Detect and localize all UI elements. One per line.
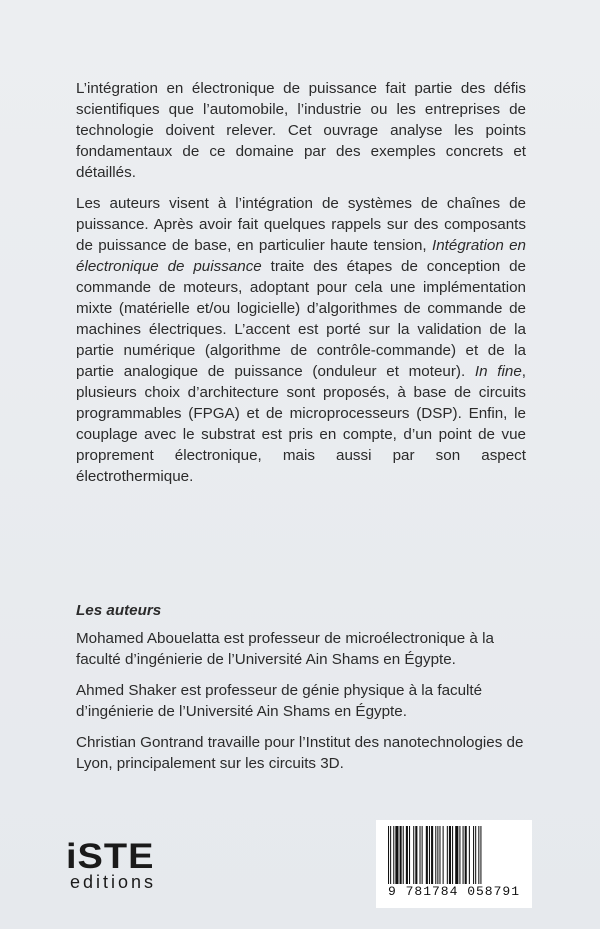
barcode-bar	[463, 826, 464, 884]
isbn-barcode	[376, 820, 532, 908]
barcode-bar	[390, 826, 391, 884]
description-paragraph-1: L’intégration en électronique de puissance fait partie des défis scientifiques que l’automobile, l’industrie ou les entreprises de technologie doivent relever. Cet ouvrage analyse les points fondamentaux de ce domaine par des exemples concrets et détaillés.	[76, 80, 526, 181]
barcode-bar	[443, 826, 444, 884]
barcode-bar	[403, 826, 404, 884]
publisher-logo	[66, 838, 191, 890]
description-paragraph-2	[76, 193, 526, 487]
latin-phrase: In fine	[474, 363, 522, 380]
barcode-bar	[459, 826, 460, 884]
barcode-bar	[388, 826, 389, 884]
barcode-bar	[449, 826, 451, 884]
barcode-bar	[447, 826, 448, 884]
barcode-bar	[469, 826, 470, 884]
book-title-inline: Intégration en électronique de puissance	[76, 237, 527, 275]
barcode-bar	[406, 826, 408, 884]
publisher-logo-word: iSTE	[66, 837, 155, 877]
barcode-bar	[393, 826, 394, 884]
barcode-bar	[426, 826, 428, 884]
barcode-bar	[455, 826, 458, 884]
authors-section	[76, 600, 526, 784]
barcode-bar	[465, 826, 467, 884]
book-description	[76, 78, 526, 497]
author-bio: Mohamed Abouelatta est professeur de microélectronique à la faculté d’ingénierie de l’Université Ain Shams en Égypte.	[76, 630, 494, 668]
description-text: traite des étapes de conception de commande de moteurs, adoptant pour cela une implémentation mixte (matérielle et/ou logicielle) d’algorithmes de commande de machines électriques. L’accent est porté sur la validation de la partie numérique (algorithme de contrôle-commande) et de la partie analogique de puissance (onduleur et moteur).	[76, 258, 526, 380]
author-bio: Christian Gontrand travaille pour l’Institut des nanotechnologies de Lyon, principalement sur les circuits 3D.	[76, 734, 524, 772]
author-bio: Ahmed Shaker est professeur de génie physique à la faculté d’ingénierie de l’Université Ain Shams en Égypte.	[76, 682, 483, 720]
barcode-bar	[435, 826, 436, 884]
barcode-bar	[409, 826, 410, 884]
barcode-bar	[452, 826, 453, 884]
barcode-bar	[429, 826, 430, 884]
barcode-bar	[437, 826, 438, 884]
barcode-bars	[388, 826, 520, 884]
barcode-bar	[415, 826, 417, 884]
barcode-bar	[400, 826, 402, 884]
barcode-bar	[475, 826, 476, 884]
authors-heading: Les auteurs	[76, 602, 162, 619]
barcode-bar	[422, 826, 423, 884]
barcode-bar	[439, 826, 440, 884]
barcode-bar	[480, 826, 481, 884]
isbn-number: 9 781784 058791	[387, 884, 521, 899]
publisher-logo-sub: editions	[70, 872, 157, 892]
barcode-bar	[478, 826, 479, 884]
barcode-bar	[420, 826, 421, 884]
barcode-bar	[431, 826, 433, 884]
description-text: , plusieurs choix d’architecture sont proposés, à base de circuits programmables (FPGA) et de microprocesseurs (DSP). Enfin, le couplage avec le substrat est pris en compte, d’un point de vue proprement électronique, mais aussi par son aspect électrothermique.	[76, 363, 526, 485]
description-text: Les auteurs visent à l’intégration de systèmes de chaînes de puissance. Après avoir fait quelques rappels sur des composants de puissance de base, en particulier haute tension,	[76, 195, 526, 254]
barcode-bar	[413, 826, 414, 884]
barcode-bar	[395, 826, 398, 884]
barcode-bar	[473, 826, 474, 884]
